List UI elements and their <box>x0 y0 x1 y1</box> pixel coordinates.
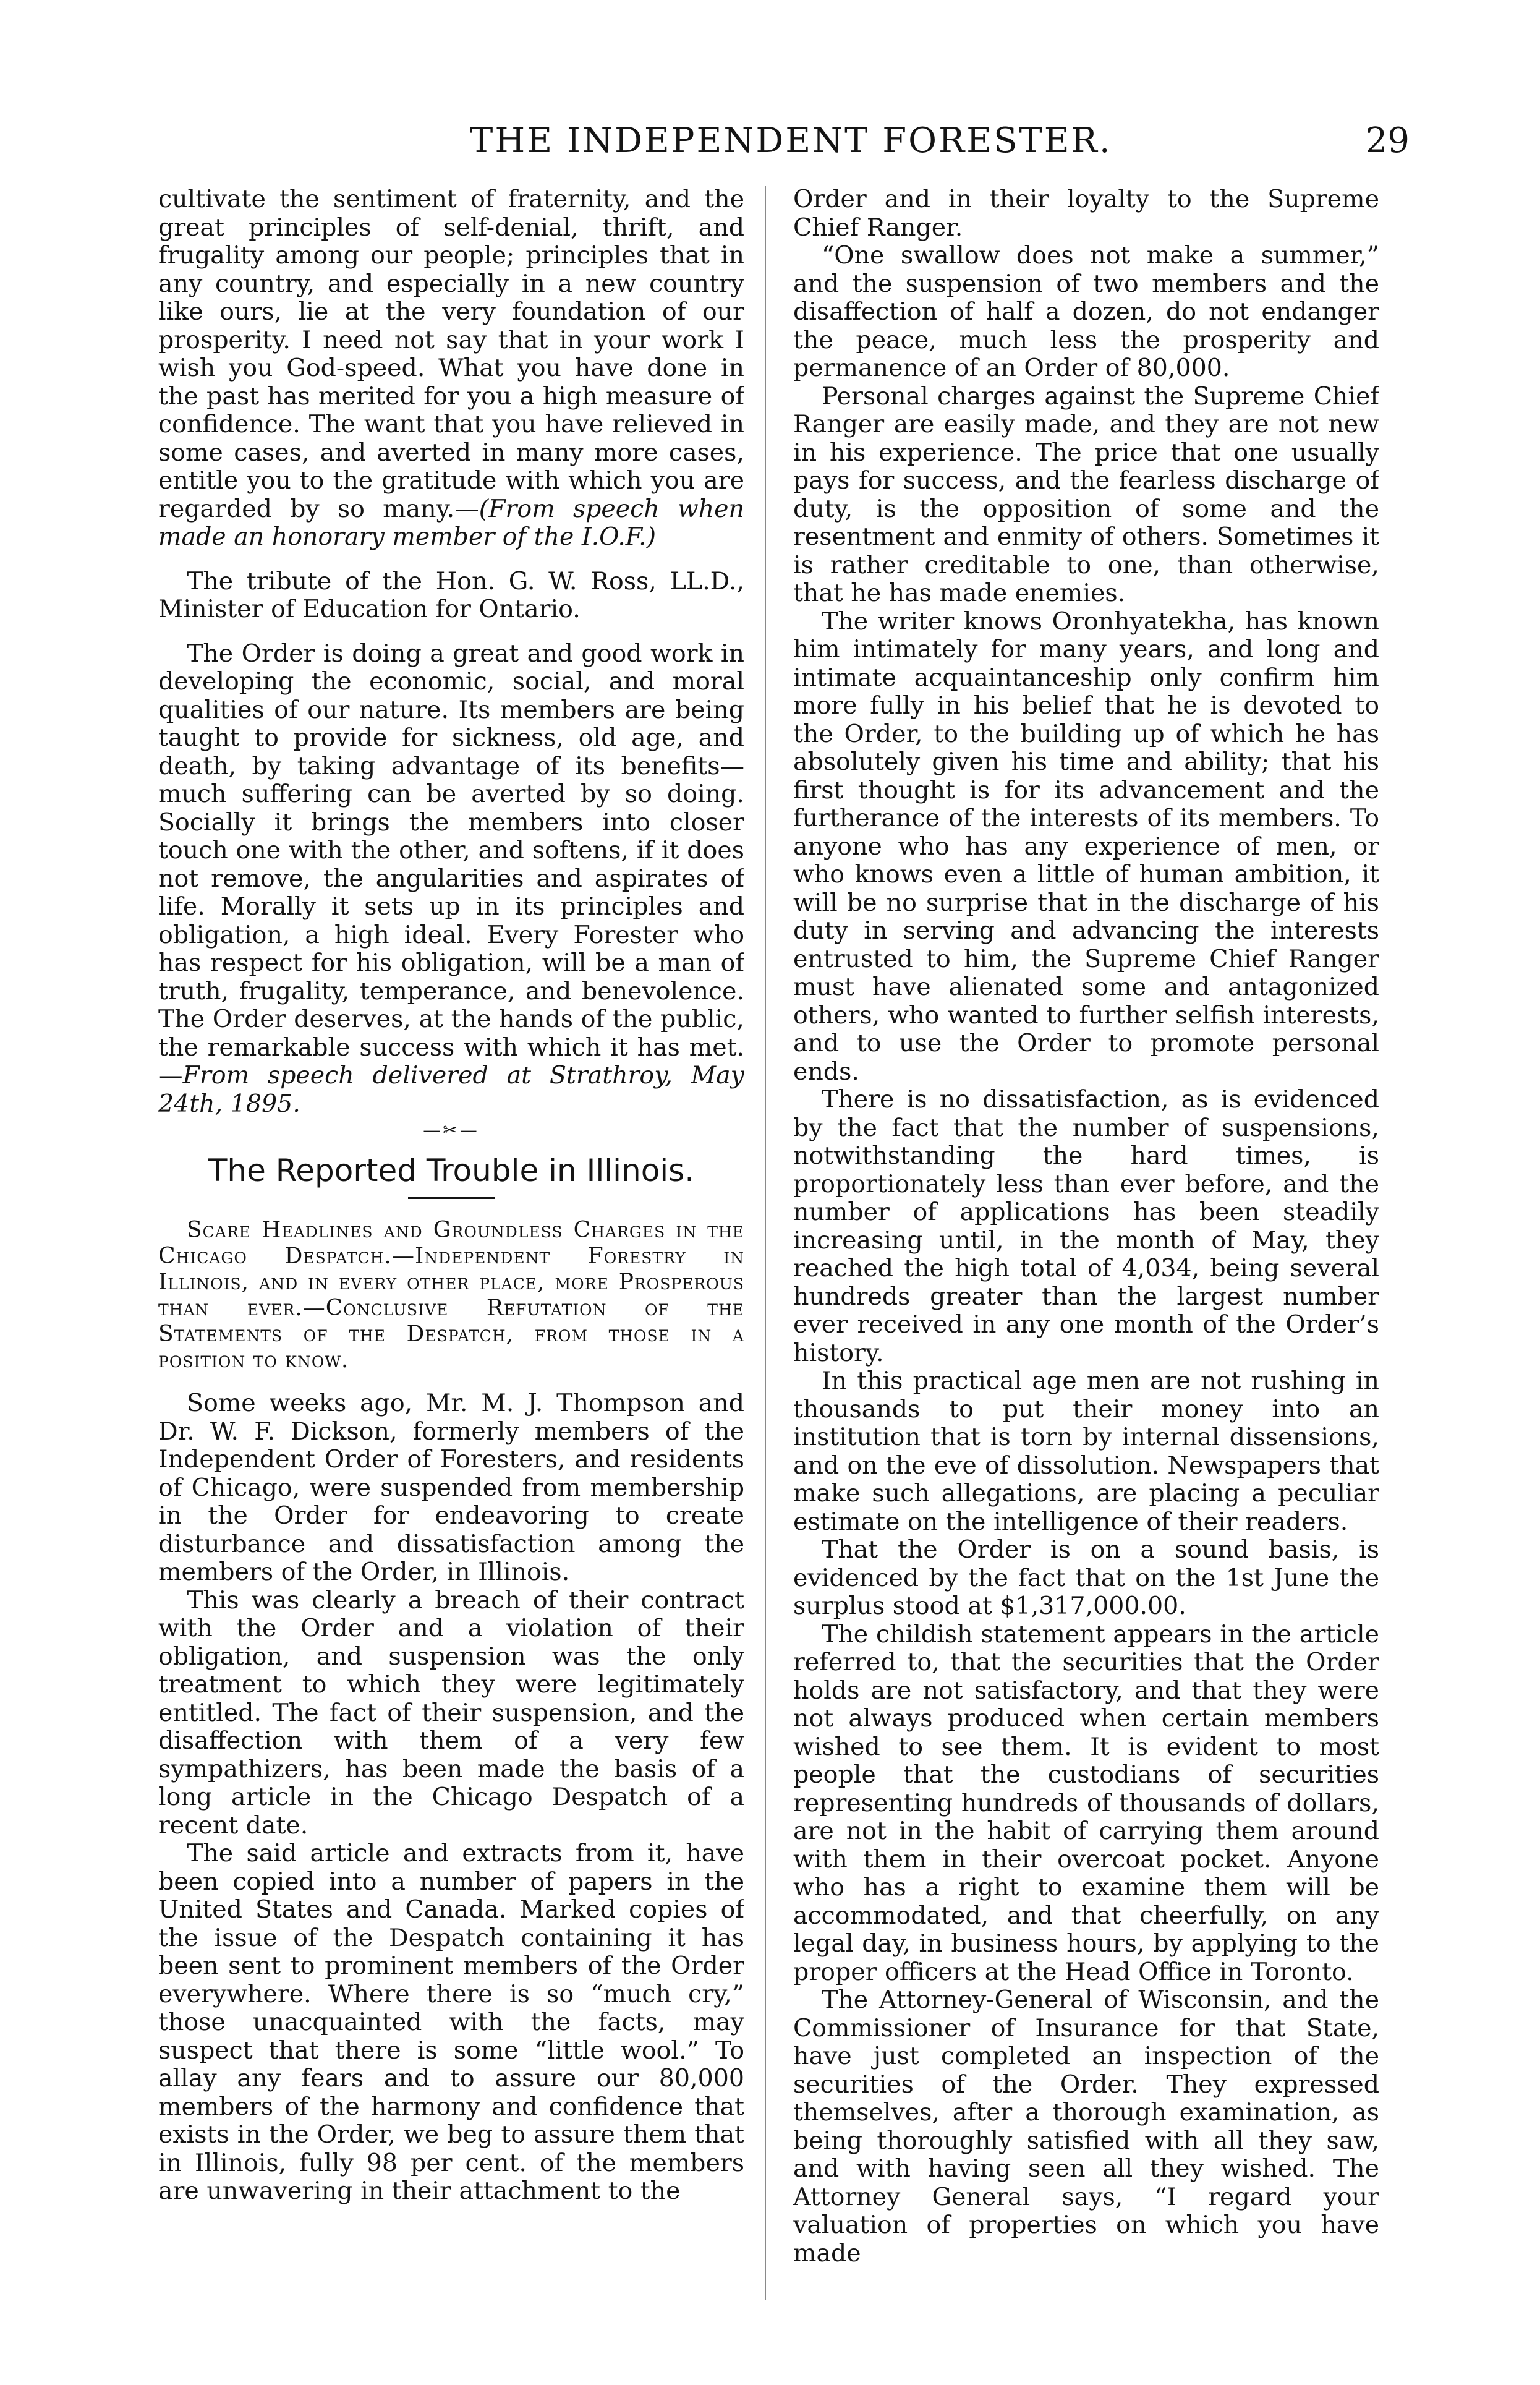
paragraph-text: cultivate the sentiment of fraternity, and the great principles of self-denial, thrift, and frugality among our people; principles that in any country, and especially in a new country like ours, lie at the very foundation of our prosperity. I need not say that in your work I wish you God-speed. What you have done in the past has merited for you a high measure of confidence. The want that you have relieved in some cases, and averted in many more cases, entitle you to the gratitude with which you are regarded by so many.— <box>158 186 744 523</box>
paragraph: The writer knows Oronhyatekha, has known him intimately for many years, and long and intimate acquaintanceship only confirm him more fully in his belief that he is devoted to the Order, to the building up of which he has absolutely given his time and ability; that his first thought is for its advancement and the furtherance of the interests of its members. To anyone who has any experience of men, or who knows even a little of human ambition, it will be no surprise that in the discharge of his duty in serving and advancing the interests entrusted to him, the Supreme Chief Ranger must have alienated some and antagonized others, who wanted to further selfish interests, and to use the Order to promote personal ends. <box>793 607 1379 1086</box>
article-subheading: Scare Headlines and Groundless Charges in the Chicago Despatch.—Independent Forestry in Illinois, and in every other place, more Prosperous than ever.—Conclusive Refutation of the Statements of the Despatch, from those in a position to know. <box>158 1218 744 1373</box>
paragraph: Some weeks ago, Mr. M. J. Thompson and Dr. W. F. Dickson, formerly members of the Independent Order of Foresters, and residents of Chicago, were suspended from membership in the Order for endeavoring to create disturbance and dissatisfaction among the members of the Order, in Illinois. <box>158 1389 744 1586</box>
paragraph-text: The Order is doing a great and good work in developing the economic, social, and moral qualities of our nature. Its members are being taught to provide for sickness, old age, and death, by taking advantage of its benefits—much suffering can be averted by so doing. Socially it brings the members into closer touch one with the other, and softens, if it does not remove, the angularities and aspirates of life. Morally it sets up in its principles and obligation, a high ideal. Every Forester who has respect for his obligation, will be a man of truth, frugality, temperance, and benevolence. The Order deserves, at the hands of the public, the remarkable success with which it has met.— <box>158 639 744 1090</box>
source-citation: (From speech when made an honorary member of the I.O.F.) <box>158 494 744 551</box>
paragraph: That the Order is on a sound basis, is evidenced by the fact that on the 1st June the surplus stood at $1,317,000.00. <box>793 1535 1379 1620</box>
paragraph: There is no dissatisfaction, as is evidenced by the fact that the number of suspensions, notwithstanding the hard times, is proportionately less than ever before, and the number of applications has been steadily increasing until, in the month of May, they reached the high total of 4,034, being several hundreds greater than the largest number ever received in any one month of the Order’s history. <box>793 1085 1379 1367</box>
running-title: THE INDEPENDENT FORESTER. <box>470 121 1112 161</box>
column-divider <box>765 186 766 2300</box>
paragraph: The tribute of the Hon. G. W. Ross, LL.D., Minister of Education for Ontario. <box>158 566 744 623</box>
left-column <box>158 186 744 2300</box>
article-heading: The Reported Trouble in Illinois. <box>208 1153 695 1188</box>
page-number: 29 <box>1365 121 1410 161</box>
paragraph <box>158 640 744 1119</box>
page-header <box>185 121 1410 176</box>
section-ornament: —✂— <box>423 1120 480 1140</box>
paragraph: Order and in their loyalty to the Supreme Chief Ranger. <box>793 186 1379 242</box>
paragraph <box>158 186 744 552</box>
paragraph: Personal charges against the Supreme Chief Ranger are easily made, and they are not new in his experience. The price that one usually pays for success, and the fearless discharge of duty, is the opposition of some and the resentment and enmity of others. Sometimes it is rather creditable to one, than otherwise, that he has made enemies. <box>793 382 1379 607</box>
paragraph: In this practical age men are not rushing in thousands to put their money into an institution that is torn by internal dissensions, and on the eve of dissolution. Newspapers that make such allegations, are placing a peculiar estimate on the intelligence of their readers. <box>793 1367 1379 1536</box>
paragraph: “One swallow does not make a summer,” and the suspension of two members and the disaffection of half a dozen, do not endanger the peace, much less the prosperity and permanence of an Order of 80,000. <box>793 241 1379 382</box>
heading-rule <box>408 1197 495 1199</box>
paragraph: This was clearly a breach of their contract with the Order and a violation of their obligation, and suspension was the only treatment to which they were legitimately entitled. The fact of their suspension, and the disaffection with them of a very few sympathizers, has been made the basis of a long article in the Chicago Despatch of a recent date. <box>158 1585 744 1840</box>
paragraph: The said article and extracts from it, have been copied into a number of papers in the United States and Canada. Marked copies of the issue of the Despatch containing it has been sent to prominent members of the Order everywhere. Where there is so “much cry,” those unacquainted with the facts, may suspect that there is some “little wool.” To allay any fears and to assure our 80,000 members of the harmony and confidence that exists in the Order, we beg to assure them that in Illinois, fully 98 per cent. of the members are unwavering in their attachment to the <box>158 1839 744 2205</box>
right-column <box>793 186 1379 2300</box>
paragraph: The Attorney-General of Wisconsin, and the Commissioner of Insurance for that State, have just completed an inspection of the securities of the Order. They expressed themselves, after a thorough examination, as being thoroughly satisfied with all they saw, and with having seen all they wished. The Attorney General says, “I regard your valuation of properties on which you have made <box>793 1986 1379 2268</box>
source-citation: From speech delivered at Strathroy, May 24th, 1895. <box>158 1061 744 1118</box>
paragraph: The childish statement appears in the article referred to, that the securities that the Order holds are not satisfactory, and that they were not always produced when certain members wished to see them. It is evident to most people that the custodians of securities representing hundreds of thousands of dollars, are not in the habit of carrying them around with them in their overcoat pocket. Anyone who has a right to examine them will be accommodated, and that cheerfully, on any legal day, in business hours, by applying to the proper officers at the Head Office in Toronto. <box>793 1619 1379 1986</box>
